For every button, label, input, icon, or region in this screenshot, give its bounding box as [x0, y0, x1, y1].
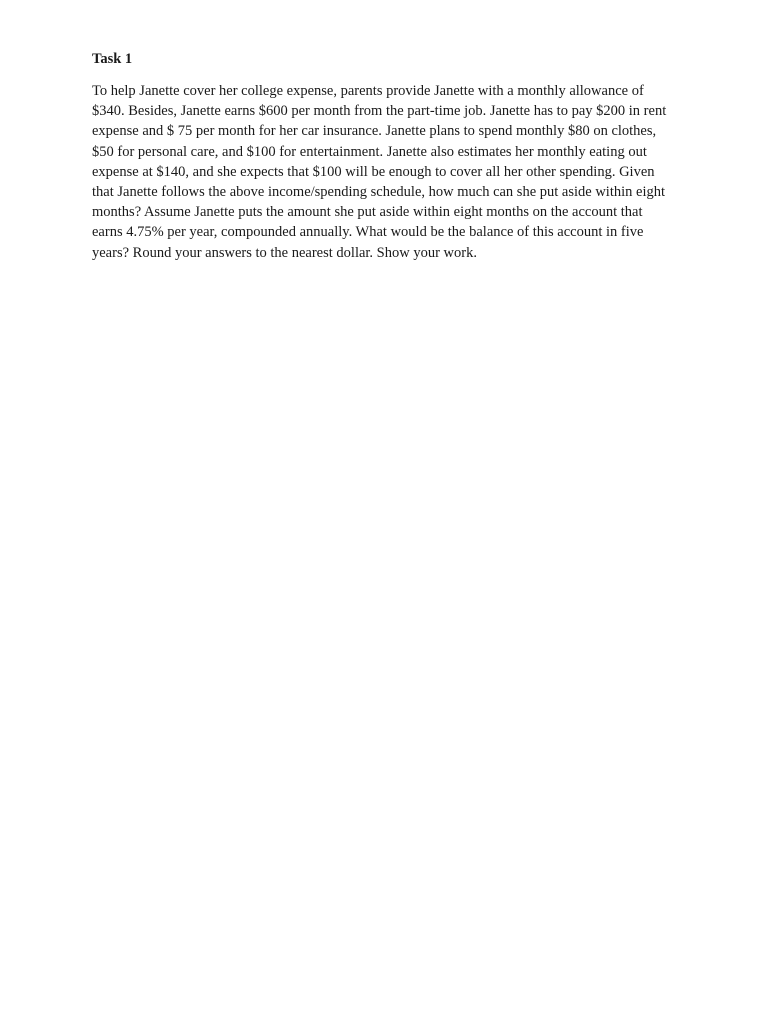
document-content: [92, 49, 722, 263]
paragraph-line: expense and $ 75 per month for her car insurance. Janette plans to spend monthly $80 on clothes,: [92, 123, 657, 140]
paragraph-line: years? Round your answers to the nearest dollar. Show your work.: [92, 244, 477, 261]
paragraph-line: months? Assume Janette puts the amount she put aside within eight months on the account that: [92, 204, 643, 221]
paragraph-line: expense at $140, and she expects that $100 will be enough to cover all her other spending. Given: [92, 163, 655, 180]
task-paragraph: [92, 81, 722, 263]
paragraph-line: that Janette follows the above income/spending schedule, how much can she put aside within eight: [92, 184, 666, 201]
task-title: Task 1: [92, 51, 133, 67]
paragraph-line: $340. Besides, Janette earns $600 per month from the part-time job. Janette has to pay $200 in rent: [92, 103, 667, 120]
paragraph-line: earns 4.75% per year, compounded annually. What would be the balance of this account in five: [92, 224, 644, 241]
paragraph-line: $50 for personal care, and $100 for entertainment. Janette also estimates her monthly eating out: [92, 143, 647, 160]
paragraph-line: To help Janette cover her college expense, parents provide Janette with a monthly allowance of: [92, 83, 644, 99]
